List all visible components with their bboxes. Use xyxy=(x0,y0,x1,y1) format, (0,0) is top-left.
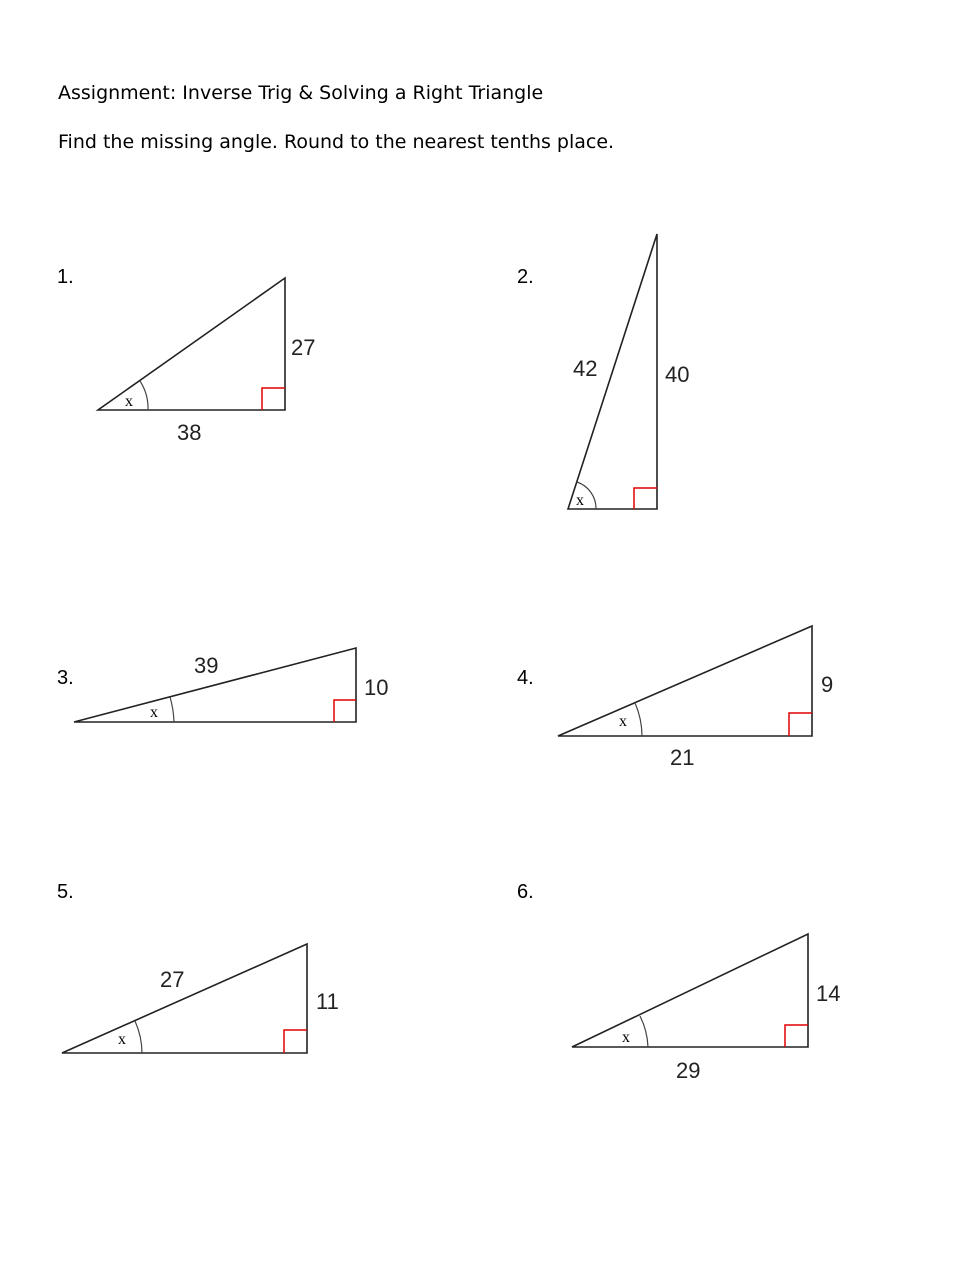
triangle-4-outline xyxy=(558,626,812,736)
assignment-title: Assignment: Inverse Trig & Solving a Right Triangle xyxy=(58,82,544,104)
triangle-1-side-adjacent: 38 xyxy=(177,420,202,445)
triangle-6-outline xyxy=(572,934,808,1047)
triangle-1-angle-label: x xyxy=(125,393,133,410)
triangle-3-side-hypotenuse: 39 xyxy=(194,653,219,678)
triangle-6-side-vertical: 14 xyxy=(816,981,841,1006)
triangle-2-side-vertical: 40 xyxy=(665,362,690,387)
triangle-1-angle-arc xyxy=(140,381,148,410)
problem-2-number: 2. xyxy=(517,266,534,288)
triangle-1-outline xyxy=(98,278,285,410)
triangle-1 xyxy=(98,278,315,445)
triangle-4-angle-label: x xyxy=(619,713,627,730)
problem-1-number: 1. xyxy=(57,266,74,288)
triangle-3 xyxy=(74,648,388,722)
triangle-4-side-vertical: 9 xyxy=(821,672,834,697)
triangle-2-right-angle-marker xyxy=(634,488,657,509)
problem-5-number: 5. xyxy=(57,881,74,903)
triangle-6-right-angle-marker xyxy=(785,1025,808,1047)
problem-6-number: 6. xyxy=(517,881,534,903)
triangle-1-right-angle-marker xyxy=(262,388,285,410)
triangle-3-angle-label: x xyxy=(150,704,158,721)
instructions: Find the missing angle. Round to the nearest tenths place. xyxy=(58,131,615,153)
triangle-5-outline xyxy=(62,944,307,1053)
problem-3-number: 3. xyxy=(57,667,74,689)
triangle-4-angle-arc xyxy=(635,703,642,736)
triangle-5-angle-arc xyxy=(135,1021,142,1053)
triangle-2-angle-label: x xyxy=(576,492,584,509)
triangle-3-right-angle-marker xyxy=(334,700,356,722)
triangle-5 xyxy=(62,944,339,1053)
triangle-3-angle-arc xyxy=(170,697,174,722)
triangle-4 xyxy=(558,626,833,770)
triangle-5-side-hypotenuse: 27 xyxy=(160,967,185,992)
triangle-6-side-adjacent: 29 xyxy=(676,1058,701,1083)
triangle-3-side-vertical: 10 xyxy=(364,675,389,700)
triangle-2 xyxy=(568,234,689,509)
problem-4-number: 4. xyxy=(517,667,534,689)
triangle-6-angle-label: x xyxy=(622,1029,630,1046)
triangle-5-right-angle-marker xyxy=(284,1030,307,1053)
triangle-6-angle-arc xyxy=(640,1016,648,1047)
triangle-2-side-hypotenuse: 42 xyxy=(573,356,598,381)
triangle-5-side-vertical: 11 xyxy=(316,989,339,1014)
triangle-5-angle-label: x xyxy=(118,1031,126,1048)
triangle-4-side-adjacent: 21 xyxy=(670,745,695,770)
triangle-6 xyxy=(572,934,840,1083)
triangle-4-right-angle-marker xyxy=(789,713,812,736)
triangle-1-side-opposite: 27 xyxy=(291,335,316,360)
